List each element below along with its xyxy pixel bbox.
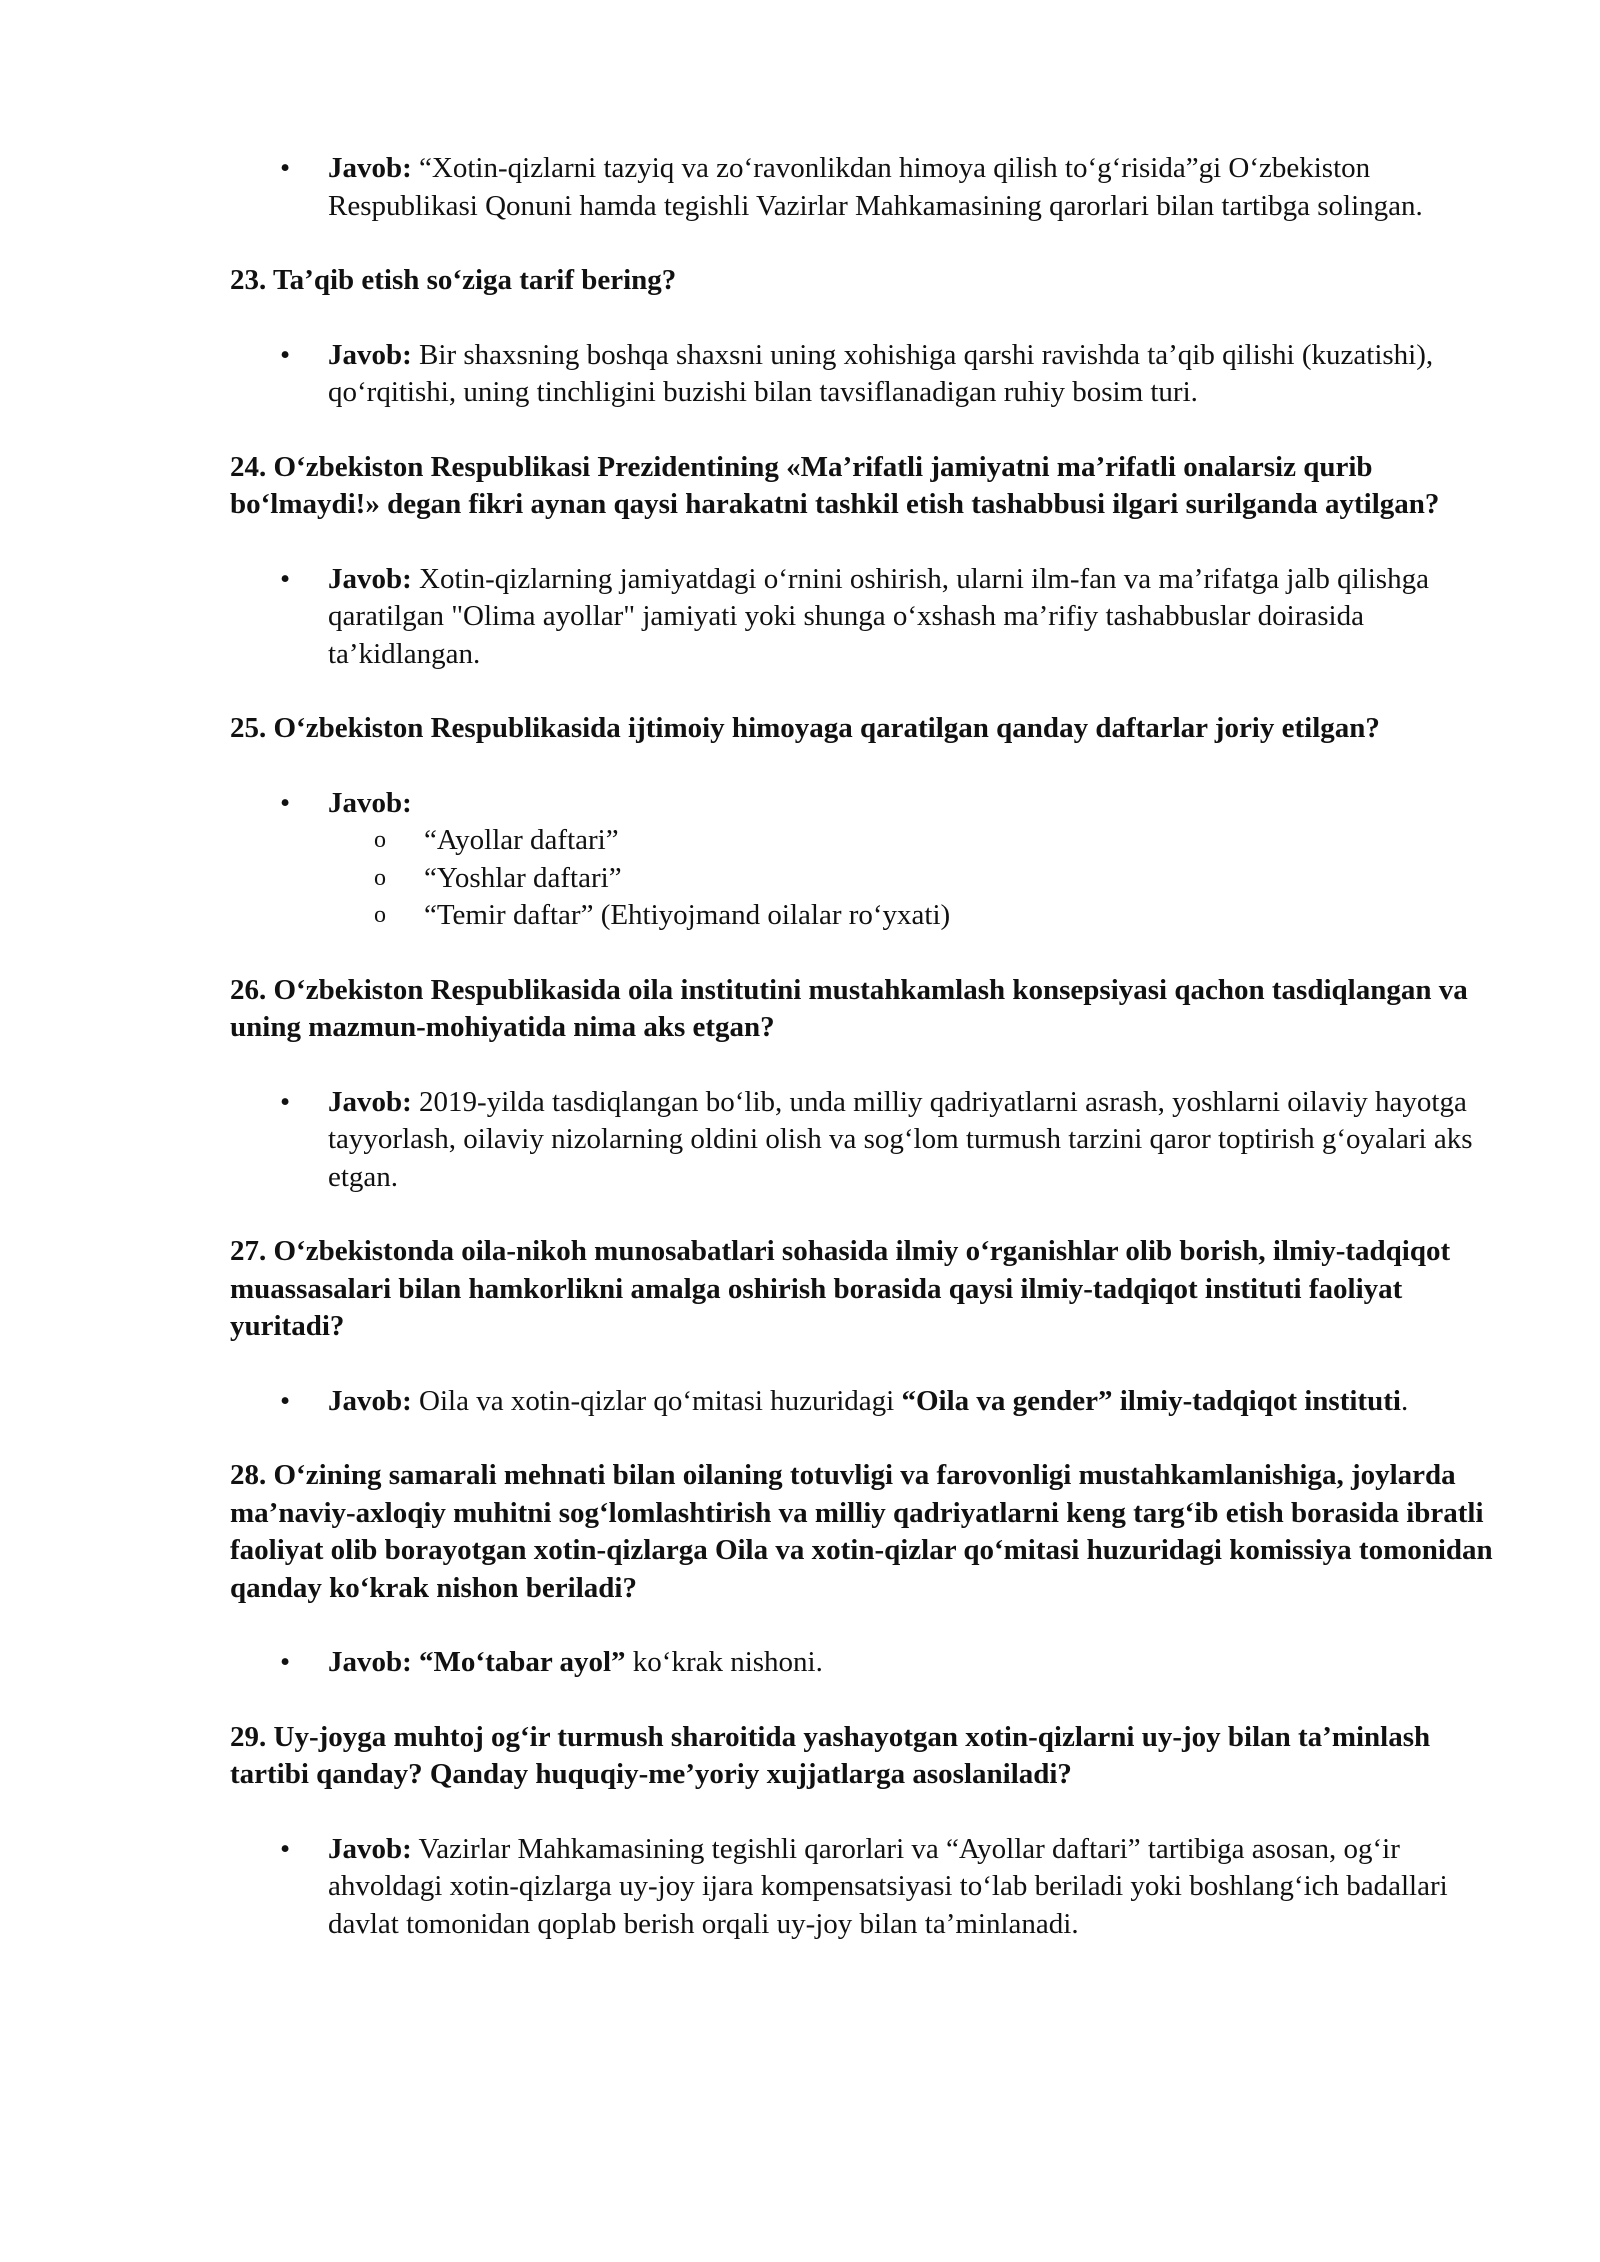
bullet-icon: • — [280, 1646, 291, 1678]
answer-text: Vazirlar Mahkamasining tegishli qarorlari va “Ayollar daftari” tartibiga asosan, og‘ir ahvoldagi xotin-qizlarga uy-joy ijara kompensatsiyasi to‘lab beriladi yoki boshlang‘ich badallari davlat tomonidan qoplab berish orqali uy-joy bilan ta’minlanadi. — [328, 1832, 1448, 1940]
answer-item — [230, 150, 1510, 225]
answer-item — [230, 1084, 1510, 1197]
answer-item — [230, 1644, 1510, 1682]
sub-list-text: “Ayollar daftari” — [424, 824, 619, 856]
answer-item — [230, 561, 1510, 674]
sub-list-item — [328, 860, 1510, 898]
answer-label: Javob: — [328, 786, 412, 819]
bullet-icon: • — [280, 1384, 291, 1417]
circle-bullet-icon: o — [374, 827, 386, 853]
bullet-icon: • — [280, 1832, 291, 1865]
answer-label: Javob: — [328, 1085, 412, 1118]
sub-list-text: “Yoshlar daftari” — [424, 861, 622, 894]
answer-text: Oila va xotin-qizlar qo‘mitasi huzuridagi — [419, 1384, 902, 1417]
bullet-icon: • — [280, 562, 291, 595]
question-heading: 26. O‘zbekiston Respublikasida oila institutini mustahkamlash konsepsiyasi qachon tasdiqlangan va uning mazmun-mohiyatida nima aks etgan? — [230, 973, 1468, 1043]
answer-text: “Xotin-qizlarni tazyiq va zo‘ravonlikdan himoya qilish to‘g‘risida”gi O‘zbekiston Respublikasi Qonuni hamda tegishli Vazirlar Mahkamasining qarorlari bilan tartibga solingan. — [328, 152, 1423, 222]
bullet-icon: • — [280, 338, 291, 371]
question-heading: 27. O‘zbekistonda oila-nikoh munosabatlari sohasida ilmiy o‘rganishlar olib borish, ilmiy-tadqiqot muassasalari bilan hamkorlikni amalga oshirish borasida qaysi ilmiy-tadqiqot instituti faoliyat yuritadi? — [230, 1235, 1451, 1342]
answer-text-end: . — [1400, 1384, 1409, 1417]
sub-list-item — [328, 822, 1510, 860]
answer-text-end: ko‘krak nishoni. — [625, 1646, 823, 1678]
answer-text: Xotin-qizlarning jamiyatdagi o‘rnini oshirish, ularni ilm-fan va ma’rifatga jalb qilishga qaratilgan "Olima ayollar" jamiyati yoki shunga o‘xshash ma’rifiy tashabbuslar doirasida ta’kidlangan. — [328, 562, 1429, 670]
answer-item — [230, 785, 1510, 935]
question-heading: 25. O‘zbekiston Respublikasida ijtimoiy himoyaga qaratilgan qanday daftarlar joriy etilgan? — [230, 712, 1380, 744]
answer-label: Javob: — [328, 562, 412, 595]
answer-label: Javob: — [328, 152, 412, 184]
answer-item — [230, 337, 1510, 412]
answer-label: Javob: — [328, 1384, 412, 1417]
answer-label: Javob: — [328, 1832, 412, 1865]
answer-item — [230, 1831, 1510, 1944]
answer-item — [230, 1383, 1510, 1421]
answer-text: Bir shaxsning boshqa shaxsni uning xohishiga qarshi ravishda ta’qib qilishi (kuzatishi), qo‘rqitishi, uning tinchligini buzishi bilan tavsiflanadigan ruhiy bosim turi. — [328, 338, 1434, 408]
question-heading: 24. O‘zbekiston Respublikasi Prezidentining «Ma’rifatli jamiyatni ma’rifatli onalarsiz qurib bo‘lmaydi!» degan fikri aynan qaysi harakatni tashkil etish tashabbusi ilgari surilganda aytilgan? — [230, 450, 1440, 520]
bullet-icon: • — [280, 786, 291, 819]
answer-label: Javob: — [328, 338, 412, 371]
bullet-icon: • — [280, 152, 291, 184]
question-heading: 23. Ta’qib etish so‘ziga tarif bering? — [230, 264, 677, 296]
question-heading: 28. O‘zining samarali mehnati bilan oilaning totuvligi va farovonligi mustahkamlanishiga, joylarda ma’naviy-axloqiy muhitni sog‘lomlashtirish va milliy qadriyatlarni keng targ‘ib etish borasida ibratli faoliyat olib borayotgan xotin-qizlarga Oila va xotin-qizlar qo‘mitasi huzuridagi komissiya tomonidan qanday ko‘krak nishon beriladi? — [230, 1459, 1493, 1604]
circle-bullet-icon: o — [374, 864, 386, 891]
answer-label: Javob: — [328, 1646, 412, 1678]
circle-bullet-icon: o — [374, 902, 386, 928]
question-heading: 29. Uy-joyga muhtoj og‘ir turmush sharoitida yashayotgan xotin-qizlarni uy-joy bilan ta’minlash tartibi qanday? Qanday huquqiy-me’yoriy xujjatlarga asoslaniladi? — [230, 1720, 1431, 1790]
sub-list-item — [328, 897, 1510, 935]
document-page — [230, 150, 1510, 1980]
answer-text-bold: “Mo‘tabar ayol” — [419, 1646, 626, 1678]
sub-list-text: “Temir daftar” (Ehtiyojmand oilalar ro‘yxati) — [424, 899, 951, 931]
bullet-icon: • — [280, 1085, 291, 1118]
answer-text-bold: “Oila va gender” ilmiy-tadqiqot instituti — [901, 1384, 1401, 1417]
answer-text: 2019-yilda tasdiqlangan bo‘lib, unda milliy qadriyatlarni asrash, yoshlarni oilaviy hayotga tayyorlash, oilaviy nizolarning oldini olish va sog‘lom turmush tarzini qaror toptirish g‘oyalari aks etgan. — [328, 1085, 1473, 1193]
